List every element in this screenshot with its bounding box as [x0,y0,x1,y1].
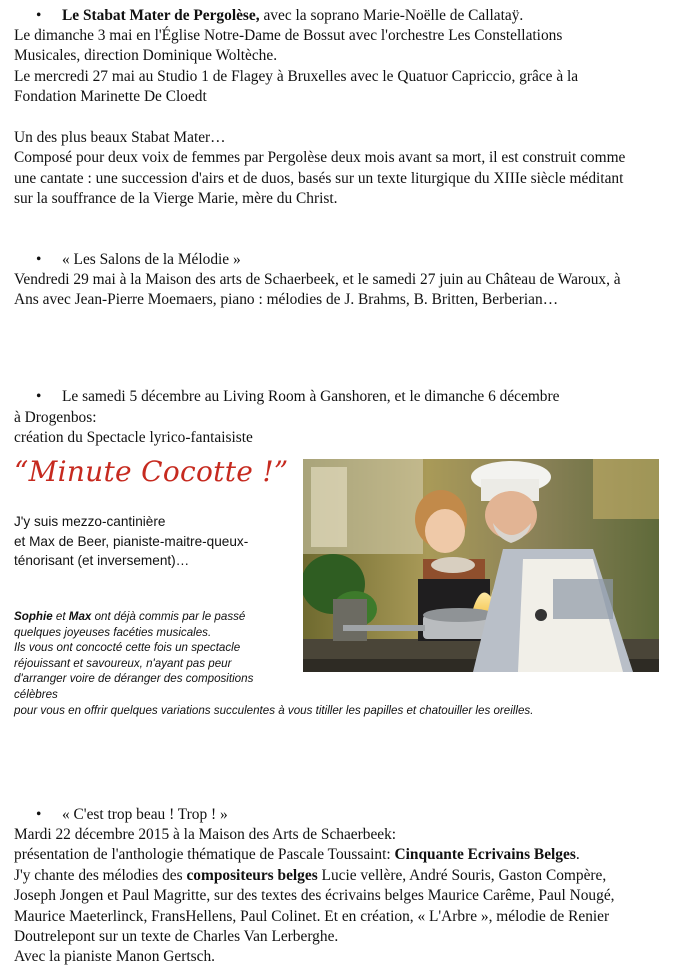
text-fragment: . [575,846,580,864]
text-line: Fondation Marinette De Cloedt [14,88,207,106]
text-line: célèbres [14,687,58,701]
anthology-title: Cinquante Ecrivains Belges [394,846,576,864]
trop-beau-details [14,825,690,968]
stabat-dates [14,26,690,108]
text-line: Mardi 22 décembre 2015 à la Maison des Arts de Schaerbeek: [14,826,397,843]
stabat-title: Le Stabat Mater de Pergolèse, [62,7,260,24]
text-fragment: J'y chante des mélodies des [14,866,187,884]
text-line: J'y suis mezzo-cantinière [14,514,166,529]
name-max: Max [68,610,92,623]
salons-title: « Les Salons de la Mélodie » [62,251,241,268]
text-fragment: présentation de l'anthologie thématique de Pascale Toussaint: [14,846,395,864]
text-fragment: et [52,610,69,623]
text-line: Le dimanche 3 mai en l'Église Notre-Dame de Bossut avec l'orchestre Les Constellations [14,27,563,44]
section-trop-beau-heading [36,805,228,825]
text-line: pour vous en offrir quelques variations succulentes à vous titiller les papilles et chatouiller les oreilles. [14,703,534,717]
text-line: Musicales, direction Dominique Woltèche. [14,47,278,65]
bullet: • [36,388,42,405]
bullet: • [36,806,42,823]
text-line: Ans avec Jean-Pierre Moemaers, piano : mélodies de J. Brahms, B. Britten, Berberian… [14,291,559,309]
text-line: une cantate : une succession d'airs et de duos, basés sur un texte liturgique du XIIIe siècle méditant [14,169,624,187]
stabat-subtitle: avec la soprano Marie-Noëlle de Callataÿ. [259,7,524,24]
text-line: et Max de Beer, pianiste-maitre-queux- [14,533,249,549]
text-fragment: Lucie vellère, André Souris, Gaston Compère, [317,866,607,884]
section-stabat-heading [36,6,523,26]
section-minute-heading [36,387,559,407]
text-line: à Drogenbos: [14,409,97,426]
text-line: réjouissant et savoureux, n'ayant pas peur [14,656,232,670]
composers-emphasis: compositeurs belges [186,866,318,884]
text-line: Ils vous ont concocté cette fois un spectacle [14,641,241,655]
text-line: Maurice Maeterlinck, FransHellens, Paul Colinet. Et en création, « L'Arbre », mélodie de Renier [14,907,610,925]
trop-beau-title: « C'est trop beau ! Trop ! » [62,806,228,823]
show-title: “Minute Cocotte !” [14,455,289,488]
text-line: Avec la pianiste Manon Gertsch. [14,948,216,966]
show-photo [303,459,659,672]
section-salons-heading [36,250,241,270]
text-line: Un des plus beaux Stabat Mater… [14,129,226,146]
text-line: Joseph Jongen et Paul Magritte, sur des textes des écrivains belges Maurice Carême, Paul Nougé, [14,887,615,905]
minute-dates: Le samedi 5 décembre au Living Room à Ganshoren, et le dimanche 6 décembre [62,388,560,405]
text-line: Vendredi 29 mai à la Maison des arts de Schaerbeek, et le samedi 27 juin au Château de Waroux, à [14,271,621,288]
text-fragment: ont déjà commis par le passé [91,610,246,623]
text-line: ténorisant (et inversement)… [14,553,190,568]
text-line: création du Spectacle lyrico-fantaisiste [14,429,253,447]
bullet: • [36,7,42,24]
minute-intro [14,408,690,449]
show-roles [14,512,294,571]
text-line: sur la souffrance de la Vierge Marie, mère du Christ. [14,190,338,208]
stabat-description [14,128,690,210]
kitchen-photo-illustration [303,459,659,672]
text-line: Doutrelepont sur un texte de Charles Van Lerberghe. [14,928,339,946]
text-line: Le mercredi 27 mai au Studio 1 de Flagey à Bruxelles avec le Quatuor Capriccio, grâce à la [14,67,579,85]
text-line: Composé pour deux voix de femmes par Pergolèse deux mois avant sa mort, il est construit comme [14,149,626,167]
bullet: • [36,251,42,268]
text-line: quelques joyeuses facéties musicales. [14,625,212,639]
name-sophie: Sophie [14,610,53,623]
text-line: d'arranger voire de déranger des compositions [14,672,254,686]
salons-details [14,270,690,311]
